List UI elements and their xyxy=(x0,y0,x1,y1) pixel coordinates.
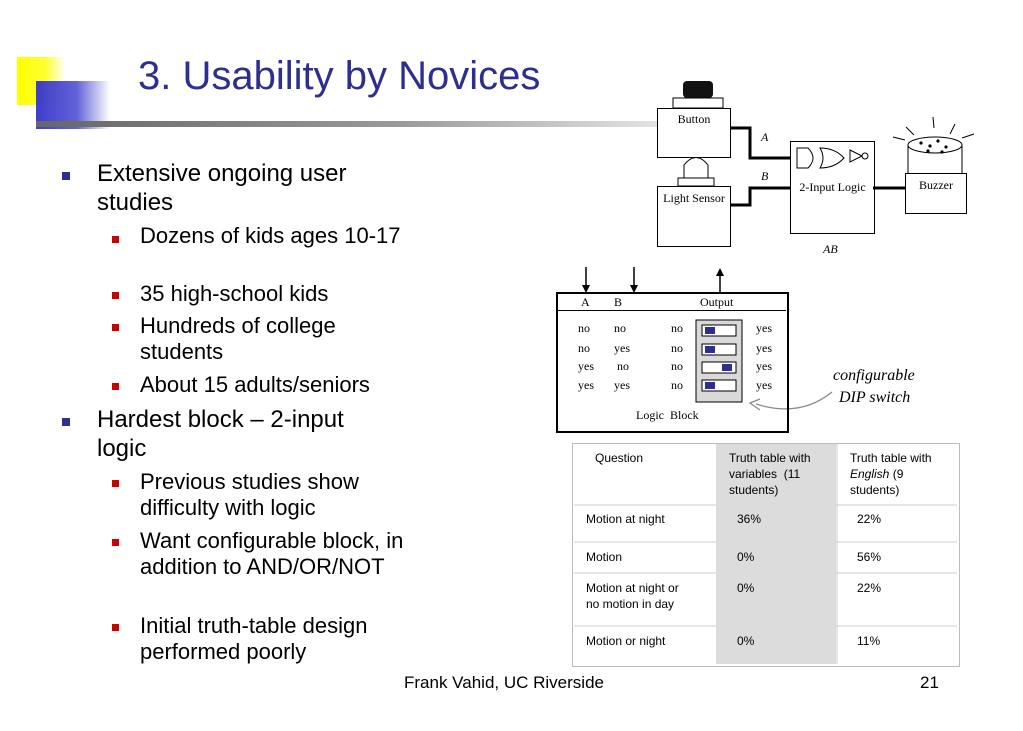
sub-bullet-configurable: Want configurable block, in addition to AND/OR/NOT xyxy=(140,528,404,579)
sub-bullet-truth-table: Initial truth-table design performed poorly xyxy=(140,613,368,664)
button-cap-icon xyxy=(683,81,713,98)
logic-row-off: no xyxy=(671,341,683,355)
logic-label: 2-Input Logic xyxy=(799,180,866,194)
study-results-table xyxy=(572,443,960,667)
sub-bullet-adults: About 15 adults/seniors xyxy=(140,372,370,397)
button-box xyxy=(657,108,731,158)
table-row-question: Motion or night xyxy=(586,634,666,648)
logic-row-a: no xyxy=(578,341,590,355)
dip-label-line2: DIP switch xyxy=(839,389,911,406)
buzzer-label: Buzzer xyxy=(919,178,953,192)
table-row-question: Motion at night or no motion in day xyxy=(586,581,679,611)
button-label: Button xyxy=(677,112,711,126)
light-sensor-box xyxy=(657,186,731,247)
logic-block-header xyxy=(557,294,786,311)
logic-row-b: no xyxy=(617,359,629,373)
footer-author: Frank Vahid, UC Riverside xyxy=(404,673,604,692)
table-header-question: Question xyxy=(595,451,644,465)
logic-row-a: no xyxy=(578,321,590,335)
buzzer-box xyxy=(905,173,967,214)
logic-row-b: yes xyxy=(614,378,630,392)
sound-waves-icon xyxy=(906,127,914,135)
table-row-question: Motion at night xyxy=(586,512,665,526)
page-number: 21 xyxy=(920,673,939,692)
wire-b-label: B xyxy=(761,169,769,183)
logic-row-on: yes xyxy=(756,341,772,355)
logic-row-off: no xyxy=(671,321,683,335)
logic-row-a: yes xyxy=(578,359,594,373)
light-sensor-label: Light Sensor xyxy=(663,191,725,205)
table-row-variables: 36% xyxy=(737,512,762,526)
dip-label-line1: configurable xyxy=(833,367,915,384)
logic-row-a: yes xyxy=(578,378,594,392)
light-sensor-dome-icon xyxy=(684,158,708,179)
logic-col-b: B xyxy=(614,295,623,309)
sub-bullet-kids: Dozens of kids ages 10-17 xyxy=(140,223,401,248)
table-row-variables: 0% xyxy=(737,634,755,648)
wire-a-label: A xyxy=(761,130,769,144)
wire-b xyxy=(729,188,790,205)
logic-col-output: Output xyxy=(700,295,734,309)
logic-block-caption: Logic Block xyxy=(636,408,699,422)
bullet-extensive-studies: Extensive ongoing user studies xyxy=(97,160,347,216)
bullet-hardest-block: Hardest block – 2-input logic xyxy=(97,406,344,462)
slide-title: 3. Usability by Novices xyxy=(138,54,541,98)
sub-bullet-college: Hundreds of college students xyxy=(140,313,336,364)
logic-col-a: A xyxy=(581,295,590,309)
logic-box xyxy=(790,141,875,234)
buzzer-top-icon xyxy=(908,137,962,153)
logic-row-on: yes xyxy=(756,321,772,335)
sub-bullet-high-school: 35 high-school kids xyxy=(140,281,329,306)
logic-row-b: no xyxy=(614,321,626,335)
logic-row-off: no xyxy=(671,378,683,392)
logic-row-on: yes xyxy=(756,359,772,373)
table-row-english: 22% xyxy=(857,512,882,526)
logic-row-on: yes xyxy=(756,378,772,392)
table-row-variables: 0% xyxy=(737,581,755,595)
wire-ab-label: AB xyxy=(823,242,838,256)
sub-bullet-previous-studies: Previous studies show difficulty with logic xyxy=(140,469,359,520)
table-row-question: Motion xyxy=(586,550,623,564)
light-sensor-base xyxy=(678,178,714,186)
table-row-english: 56% xyxy=(857,550,882,564)
button-base xyxy=(673,98,723,108)
table-header-variables: Truth table with variables (11 students) xyxy=(729,451,811,497)
table-row-english: 11% xyxy=(857,634,881,648)
logic-row-b: yes xyxy=(614,341,630,355)
logic-row-off: no xyxy=(671,359,683,373)
wire-a xyxy=(729,128,790,158)
table-row-variables: 0% xyxy=(737,550,755,564)
table-header-english: Truth table with English (9 students) xyxy=(850,451,932,497)
table-row-english: 22% xyxy=(857,581,882,595)
